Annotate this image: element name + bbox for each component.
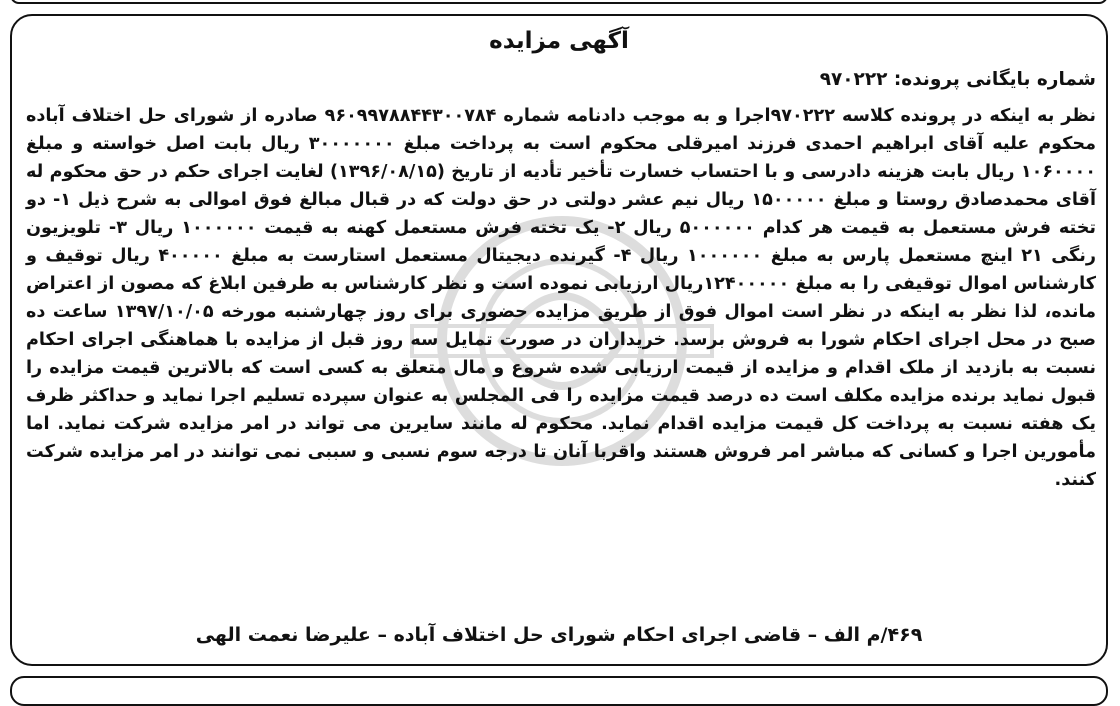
auction-notice-frame <box>10 14 1108 666</box>
file-number: شماره بایگانی پرونده: ۹۷۰۲۲۲ <box>819 69 1096 90</box>
previous-notice-border <box>10 0 1108 4</box>
notice-body: نظر به اینکه در پرونده کلاسه ۹۷۰۲۲۲اجرا و به موجب دادنامه شماره ۹۶۰۹۹۷۸۸۴۴۳۰۰۷۸۴ صادره از شورای حل اختلاف آباده محکوم علیه آقای ابراهیم احمدی فرزند امیرقلی محکوم است به پرداخت مبلغ ۳۰۰۰۰۰۰۰ ریال بابت اصل خواسته و مبلغ ۱۰۶۰۰۰۰ ریال بابت هزینه دادرسی و با احتساب خسارت تأخیر تأدیه از تاریخ (۱۳۹۶/۰۸/۱۵) لغایت اجرای حکم در حق محکوم له آقای محمدصادق روستا و مبلغ ۱۵۰۰۰۰۰ ریال نیم عشر دولتی در حق دولت که در قبال مبالغ فوق اموالی به شرح ذیل ۱- دو تخته فرش مستعمل به قیمت هر کدام ۵۰۰۰۰۰۰ ریال ۲- یک تخته فرش مستعمل کهنه به قیمت ۱۰۰۰۰۰۰ ریال ۳- تلویزیون رنگی ۲۱ اینچ مستعمل پارس به مبلغ ۱۰۰۰۰۰۰ ریال ۴- گیرنده دیجیتال مستعمل استارست به مبلغ ۴۰۰۰۰۰ ریال توقیف و کارشناس اموال توقیفی را به مبلغ ۱۲۴۰۰۰۰۰ریال ارزیابی نموده است و نظر کارشناس به طرفین ابلاغ که مصون از اعتراض مانده، لذا نظر به اینکه در نظر است اموال فوق از طریق مزایده حضوری برای روز چهارشنبه مورخه ۱۳۹۷/۱۰/۰۵ ساعت ده صبح در محل اجرای احکام شورا به فروش برسد. خریداران در صورت تمایل سه روز قبل از مزایده با هماهنگی اجرای احکام نسبت به بازدید از ملک اقدام و مزایده از قیمت ارزیابی شده شروع و مال متعلق به کسی است که بالاترین قیمت مزایده را قبول نماید برنده مزایده مکلف است ده درصد قیمت مزایده را فی المجلس به عنوان سپرده تسلیم اجرا نماید و حداکثر ظرف یک هفته نسبت به پرداخت کل قیمت مزایده اقدام نماید. محکوم له مانند سایرین می تواند در امر مزایده شرکت نماید. اما مأمورین اجرا و کسانی که مباشر امر فروش هستند واقربا آنان تا درجه سوم نسبی و سببی نمی توانند در امر مزایده شرکت کنند. <box>26 106 1097 490</box>
notice-title: آگهی مزایده <box>489 28 629 54</box>
signature-line: ۴۶۹/م الف – قاضی اجرای احکام شورای حل اختلاف آباده – علیرضا نعمت الهی <box>195 624 923 646</box>
next-notice-border <box>10 676 1108 706</box>
